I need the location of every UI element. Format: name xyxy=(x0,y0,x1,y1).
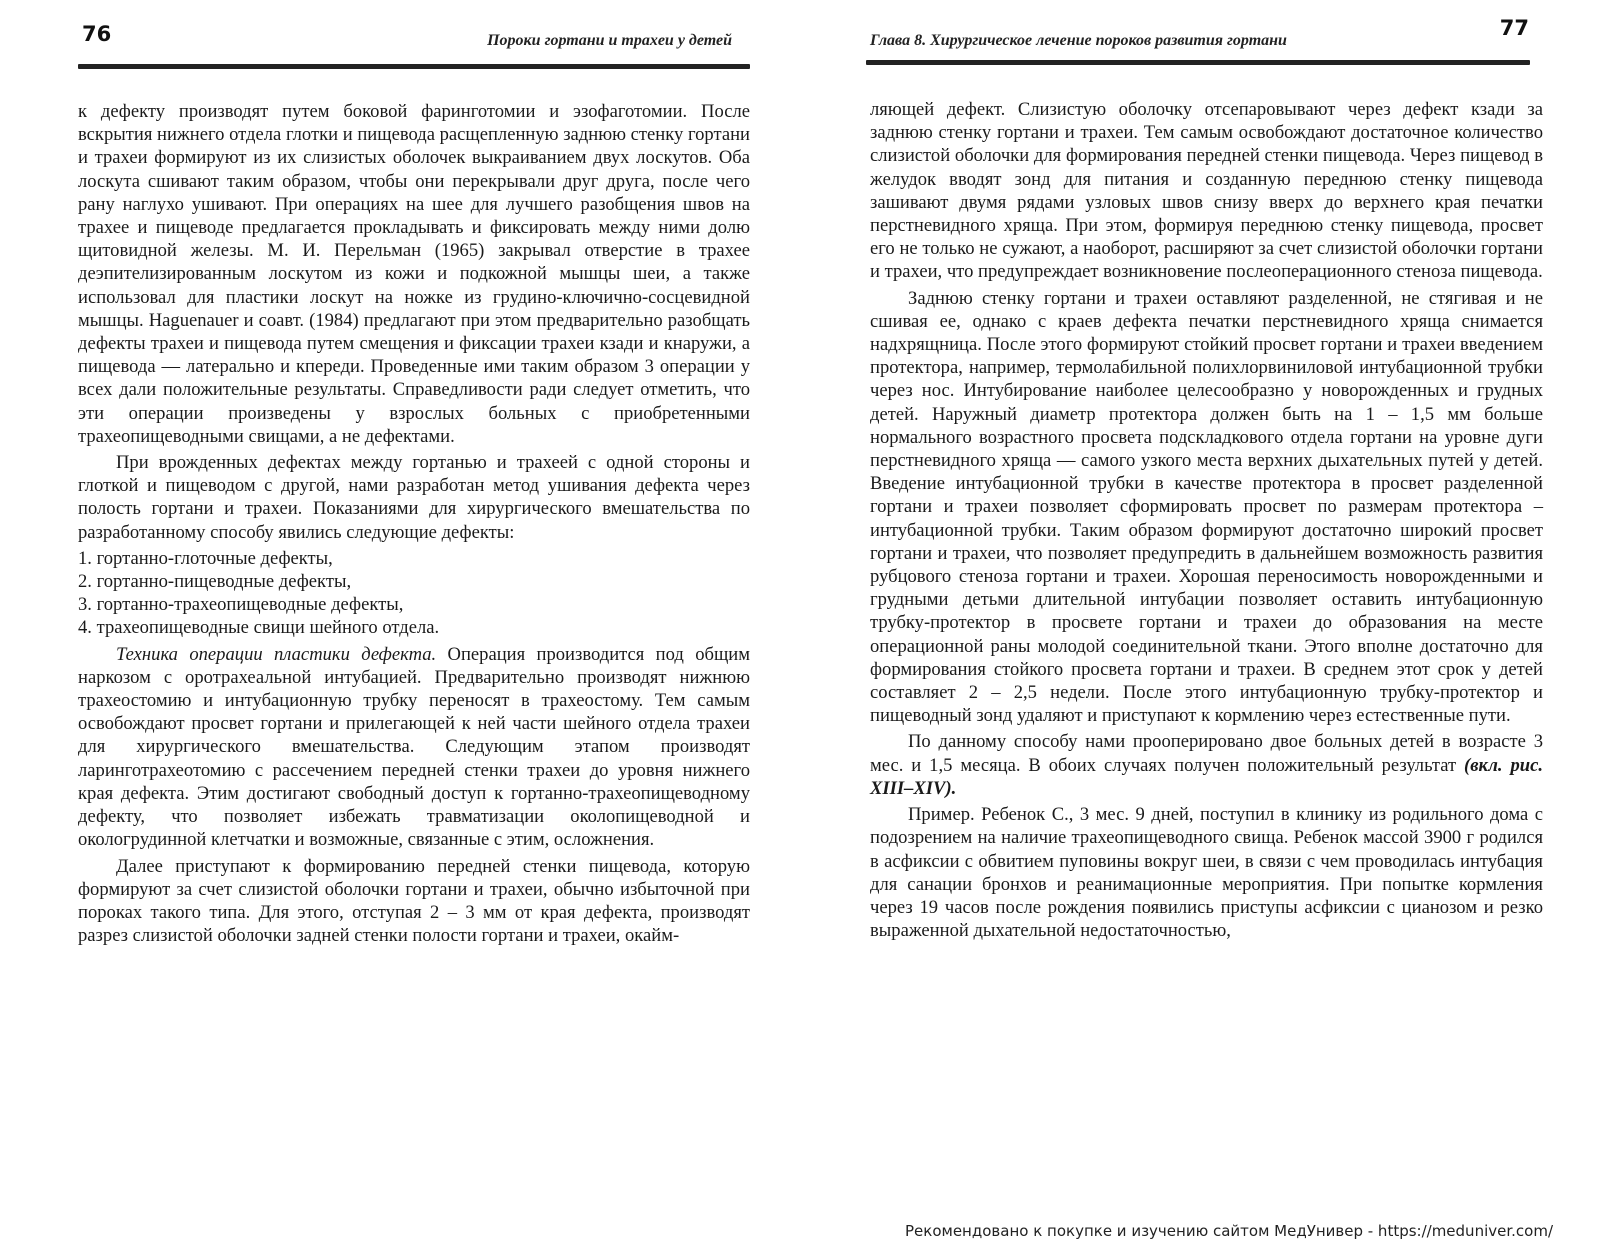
paragraph: к дефекту производят путем боковой фаринготомии и эзофаготомии. После вскрытия нижнего отдела глотки и пищевода расщепленную заднюю стенку гортани и трахеи формируют из их слизистых оболочек выкраиванием двух лоскутов. Оба лоскута сшивают таким образом, чтобы они перекрывали друг друга, после чего рану наглухо ушивают. При операциях на шее для лучшего разобщения швов на трахее и пищеводе предлагается прокладывать и фиксировать между ними долю щитовидной железы. М. И. Перельман (1965) закрывал отверстие в трахее деэпителизированным лоскутом из кожи и подкожной мышцы шеи, а также использовал для пластики лоскут на ножке из грудино-ключично-сосцевидной мышцы. Haguenauer и соавт. (1984) предлагают при этом предварительно разобщать дефекты трахеи и пищевода путем смещения и фиксации трахеи кзади и кнаружи, а пищевода — латерально и кпереди. Проведенные ими таким образом 3 операции у всех дали положительные результаты. Справедливости ради следует отметить, что эти операции произведены у взрослых больных с приобретенными трахеопищеводными свищами, а не дефектами. xyxy=(78,101,750,447)
running-title: Глава 8. Хирургическое лечение пороков развития гортани xyxy=(870,32,1287,49)
left-page-body xyxy=(78,100,750,950)
right-page-header xyxy=(870,0,1543,48)
section-lead: Техника операции пластики дефекта. xyxy=(116,643,437,665)
paragraph: Пример. Ребенок С., 3 мес. 9 дней, поступил в клинику из родильного дома с подозрением на наличие трахеопищеводного свища. Ребенок массой 3900 г родился в асфиксии с обвитием пуповины вокруг шеи, в связи с чем проводилась интубация для санации бронхов и реанимационные мероприятия. При попытке кормления через 19 часов после рождения появились приступы асфиксии с цианозом и резко выраженной дыхательной недостаточностью, xyxy=(870,804,1543,942)
paragraph xyxy=(78,643,750,852)
page-number: 77 xyxy=(1499,16,1529,40)
list-item: 2. гортанно-пищеводные дефекты, xyxy=(78,571,352,593)
paragraph: Далее приступают к формированию передней стенки пищевода, которую формируют за счет слизистой оболочки гортани и трахеи, обычно избыточной при пороках такого типа. Для этого, отступая 2 – 3 мм от края дефекта, производят разрез слизистой оболочки задней стенки полости гортани и трахеи, окайм- xyxy=(78,855,750,947)
paragraph xyxy=(870,730,1543,800)
right-page xyxy=(870,0,1543,942)
right-page-body xyxy=(870,98,1543,945)
running-title: Пороки гортани и трахеи у детей xyxy=(487,32,732,49)
list-item: 3. гортанно-трахеопищеводные дефекты, xyxy=(78,594,404,616)
list-item: 4. трахеопищеводные свищи шейного отдела. xyxy=(78,617,440,639)
left-page-header xyxy=(78,0,750,48)
footer-recommendation: Рекомендовано к покупке и изучению сайтом МедУнивер - https://meduniver.com/ xyxy=(905,1222,1553,1240)
page-number: 76 xyxy=(82,22,112,46)
paragraph: Заднюю стенку гортани и трахеи оставляют разделенной, не стягивая и не сшивая ее, однако с краев дефекта печатки перстневидного хряща снимается надхрящница. После этого формируют стойкий просвет гортани и трахеи введением протектора, например, термолабильной полихлорвиниловой интубационной трубки через нос. Интубирование наиболее целесообразно у новорожденных и грудных детей. Наружный диаметр протектора должен быть на 1 – 1,5 мм больше нормального возрастного просвета подскладкового отдела гортани на уровне дуги перстневидного хряща — самого узкого места верхних дыхательных путей у детей. Введение интубационной трубки в качестве протектора в просвет разделенной гортани и трахеи позволяет сформировать просвет по размерам протектора – интубационной трубки. Таким образом формируют достаточно широкий просвет гортани и трахеи, что позволяет предупредить в дальнейшем возможность развития рубцового стеноза гортани и трахеи. Хорошая переносимость новорожденными и грудными детьми длительной интубации позволяет оставить интубационную трубку-протектор в просвете гортани и трахеи до образования на месте операционной раны молодой соединительной ткани. Этого вполне достаточно для формирования стойкого просвета гортани и трахеи. В среднем этот срок у детей составляет 2 – 2,5 недели. После этого интубационную трубку-протектор и пищеводный зонд удаляют и приступают к кормлению через естественные пути. xyxy=(870,287,1543,727)
paragraph-text: По данному способу нами прооперировано двое больных детей в возрасте 3 мес. и 1,5 месяца. В обоих случаях получен положительный результат xyxy=(870,731,1543,776)
header-rule xyxy=(866,60,1530,65)
defect-list xyxy=(78,547,750,640)
paragraph: При врожденных дефектах между гортанью и трахеей с одной стороны и глоткой и пищеводом с другой, нами разработан метод ушивания дефекта через полость гортани и трахеи. Показаниями для хирургического вмешательства по разработанному способу явились следующие дефекты: xyxy=(78,452,750,543)
left-page xyxy=(78,0,750,947)
list-item: 1. гортанно-глоточные дефекты, xyxy=(78,547,333,569)
paragraph: ляющей дефект. Слизистую оболочку отсепаровывают через дефект кзади за заднюю стенку гортани и трахеи. Тем самым освобождают достаточное количество слизистой оболочки для формирования передней стенки пищевода. Через пищевод в желудок вводят зонд для питания и созданную переднюю стенку пищевода зашивают двумя рядами узловых швов снизу вверх до верхнего края печатки перстневидного хряща. При этом, формируя переднюю стенку пищевода, просвет его не только не сужают, а наоборот, расширяют за счет слизистой оболочки гортани и трахеи, что предупреждает возникновение послеоперационного стеноза пищевода. xyxy=(870,99,1543,283)
header-rule xyxy=(78,64,750,69)
figure-reference: (вкл. рис. XIII–XIV). xyxy=(870,754,1543,799)
paragraph-text: Операция производится под общим наркозом с оротрахеальной интубацией. Предварительно производят нижнюю трахеостомию и интубационную трубку переносят в трахеостому. Тем самым освобождают просвет гортани и прилегающей к ней части шейного отдела трахеи для хирургического вмешательства. Следующим этапом производят ларинготрахеотомию с рассечением передней стенки трахеи до уровня нижнего края дефекта. Этим достигают свободный доступ к гортанно-трахеопищеводному дефекту, что позволяет избежать травматизации околопищеводной и окологрудинной клетчатки и возможные, связанные с этим, осложнения. xyxy=(78,643,750,851)
